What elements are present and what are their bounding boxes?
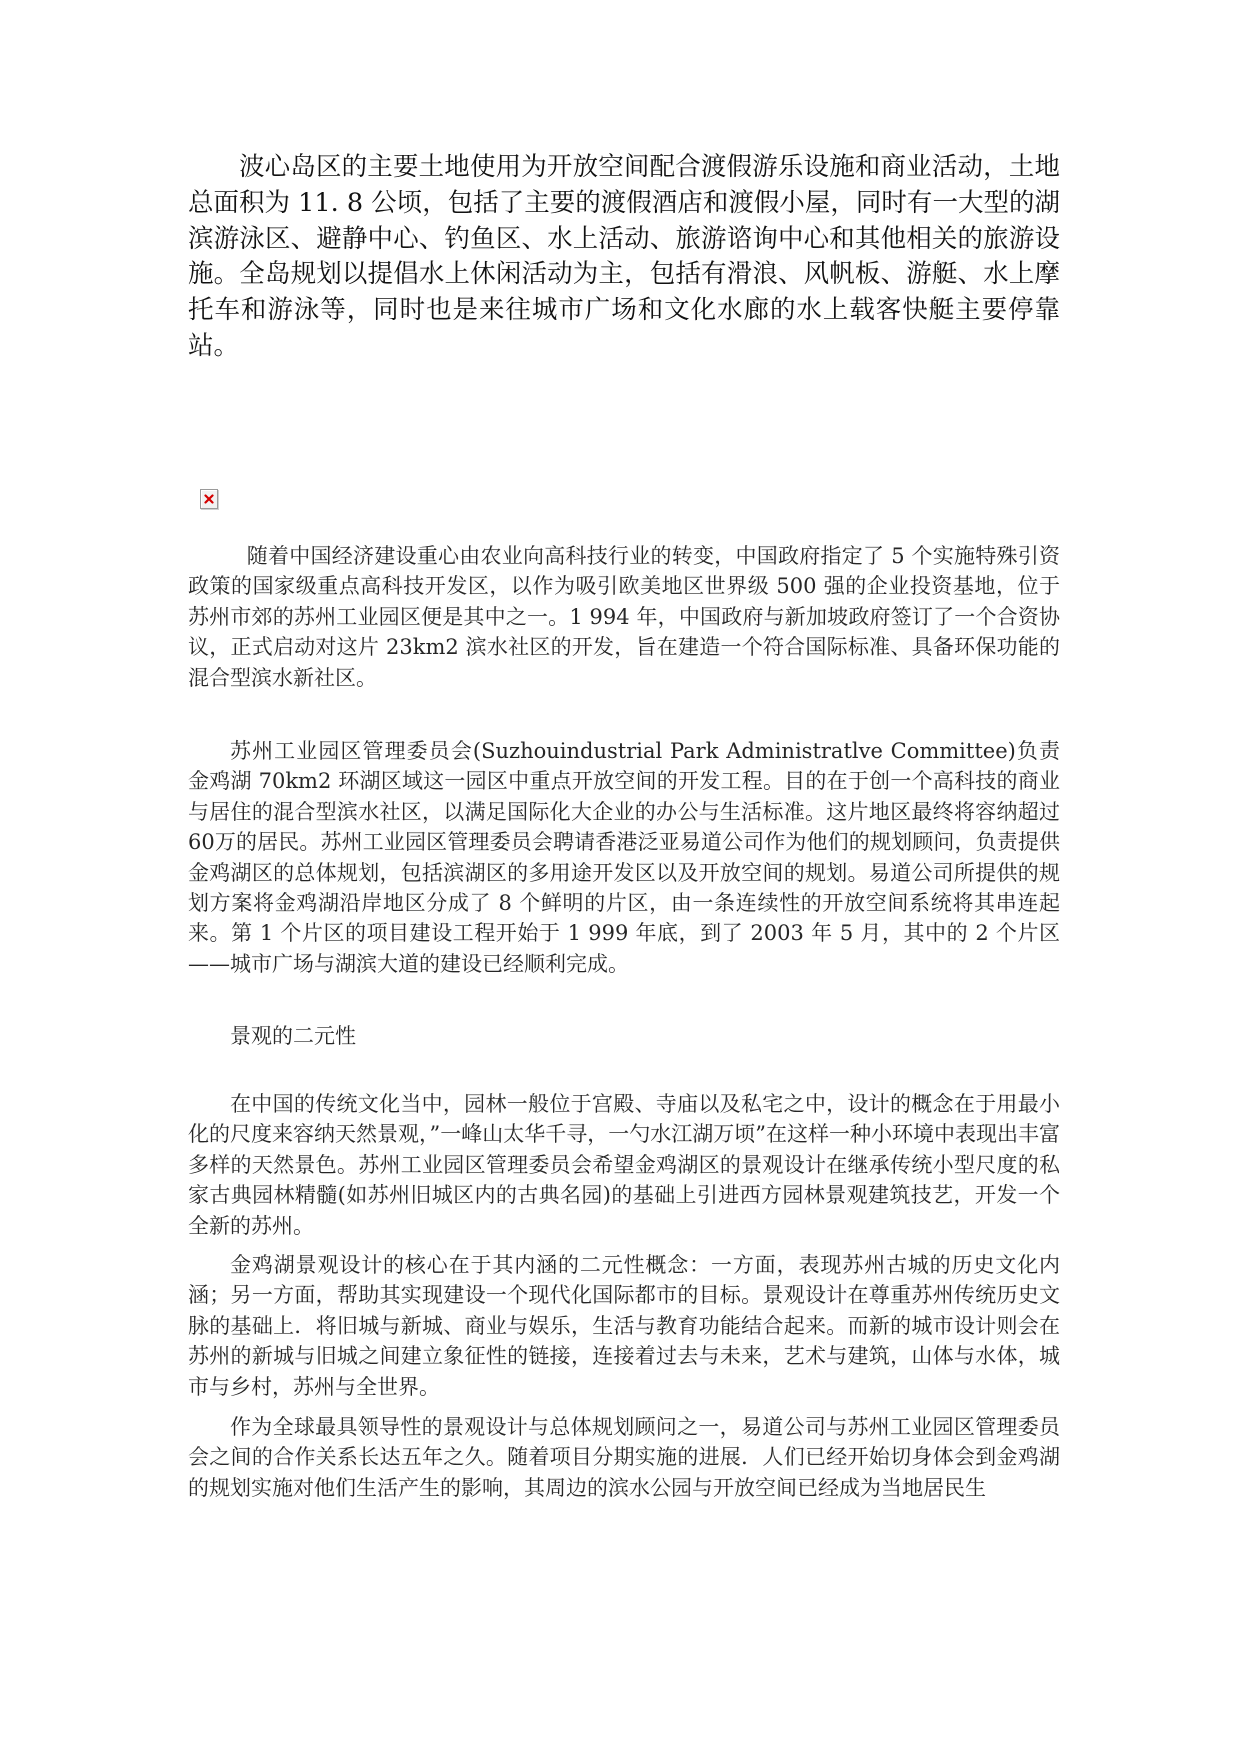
paragraph-development-zone: 随着中国经济建设重心由农业向高科技行业的转变，中国政府指定了 5 个实施特殊引资政策的国家级重点高科技开发区，以作为吸引欧美地区世界级 500 强的企业投资基地，位于苏州市郊的苏州工业园区便是其中之一。1 994 年，中国政府与新加坡政府签订了一个合资协议，正式启动对这片 23km2 滨水社区的开发，旨在建造一个符合国际标准、具备环保功能的混合型滨水新社区。 <box>188 544 1060 690</box>
paragraph-design-core: 金鸡湖景观设计的核心在于其内涵的二元性概念：一方面，表现苏州古城的历史文化内涵；另一方面，帮助其实现建设一个现代化国际都市的目标。景观设计在尊重苏州传统历史文脉的基础上．将旧城与新城、商业与娱乐，生活与教育功能结合起来。而新的城市设计则会在苏州的新城与旧城之间建立象征性的链接，连接着过去与未来，艺术与建筑，山体与水体，城市与乡村，苏州与全世界。 <box>188 1253 1060 1399</box>
paragraph-boxin-island: 波心岛区的主要土地使用为开放空间配合渡假游乐设施和商业活动，土地总面积为 11. 8 公顷，包括了主要的渡假酒店和渡假小屋，同时有一大型的湖滨游泳区、避静中心、钓鱼区、水上活动、旅游谘询中心和其他相关的旅游设施。全岛规划以提倡水上休闲活动为主，包括有滑浪、风帆板、游艇、水上摩托车和游泳等，同时也是来往城市广场和文化水廊的水上载客快艇主要停靠站。 <box>188 152 1060 361</box>
broken-image-icon <box>200 489 218 509</box>
close-x-icon <box>204 494 214 504</box>
paragraph-administrative-committee: 苏州工业园区管理委员会(Suzhouindustrial Park Administratlve Committee)负责金鸡湖 70km2 环湖区域这一园区中重点开放空间的开发工程。目的在于创一个高科技的商业与居住的混合型滨水社区，以满足国际化大企业的办公与生活标准。这片地区最终将容纳超过 60万的居民。苏州工业园区管理委员会聘请香港泛亚易道公司作为他们的规划顾问，负责提供金鸡湖区的总体规划，包括滨湖区的多用途开发区以及开放空间的规划。易道公司所提供的规划方案将金鸡湖沿岸地区分成了 8 个鲜明的片区，由一条连续性的开放空间系统将其串连起来。第 1 个片区的项目建设工程开始于 1 999 年底，到了 2003 年 5 月，其中的 2 个片区——城市广场与湖滨大道的建设已经顺利完成。 <box>188 739 1060 976</box>
paragraph-traditional-gardens: 在中国的传统文化当中，园林一般位于宫殿、寺庙以及私宅之中，设计的概念在于用最小化的尺度来容纳天然景观，”一峰山太华千寻，一勺水江湖万顷”在这样一种小环境中表现出丰富多样的天然景色。苏州工业园区管理委员会希望金鸡湖区的景观设计在继承传统小型尺度的私家古典园林精髓(如苏州旧城区内的古典名园)的基础上引进西方园林景观建筑技艺，开发一个全新的苏州。 <box>188 1092 1060 1238</box>
section-heading-duality: 景观的二元性 <box>230 1024 356 1048</box>
paragraph-cooperation: 作为全球最具领导性的景观设计与总体规划顾问之一，易道公司与苏州工业园区管理委员会之间的合作关系长达五年之久。随着项目分期实施的进展．人们已经开始切身体会到金鸡湖的规划实施对他们生活产生的影响，其周边的滨水公园与开放空间已经成为当地居民生 <box>188 1415 1060 1500</box>
